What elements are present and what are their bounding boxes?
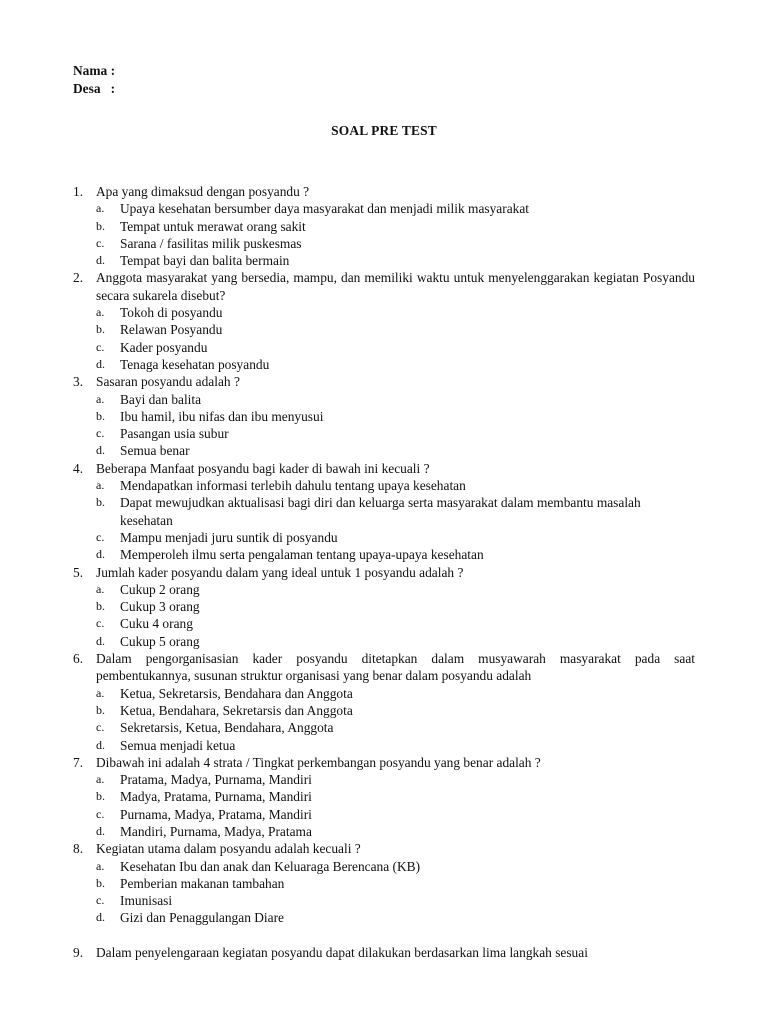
option-d <box>96 633 695 650</box>
question-1 <box>73 183 695 269</box>
desa-label: Desa : <box>73 80 116 96</box>
question-5 <box>73 564 695 650</box>
option-text: Relawan Posyandu <box>120 322 223 338</box>
option-b <box>96 494 695 529</box>
question-number: 3. <box>73 374 84 390</box>
question-text: Dalam penyelengaraan kegiatan posyandu dapat dilakukan berdasarkan lima langkah sesuai <box>96 944 588 960</box>
question-text: Sasaran posyandu adalah ? <box>96 374 240 390</box>
option-list <box>96 477 695 563</box>
option-letter: d. <box>96 443 105 458</box>
option-letter: d. <box>96 633 105 648</box>
option-text: Sekretarsis, Ketua, Bendahara, Anggota <box>120 720 334 736</box>
question-number: 2. <box>73 270 84 286</box>
option-c <box>96 425 695 442</box>
option-list <box>96 581 695 650</box>
option-text: Dapat mewujudkan aktualisasi bagi diri dan keluarga serta masyarakat dalam membantu masalah kesehatan <box>120 495 641 528</box>
option-letter: a. <box>96 391 105 406</box>
option-letter: a. <box>96 478 105 493</box>
option-letter: c. <box>96 720 105 735</box>
question-3 <box>73 373 695 459</box>
option-letter: d. <box>96 547 105 562</box>
option-text: Semua benar <box>120 443 190 459</box>
option-text: Bayi dan balita <box>120 391 202 407</box>
spacer <box>73 927 695 944</box>
option-a <box>96 685 695 702</box>
option-letter: b. <box>96 702 105 717</box>
option-letter: b. <box>96 322 105 337</box>
option-text: Ibu hamil, ibu nifas dan ibu menyusui <box>120 408 324 424</box>
option-letter: d. <box>96 356 105 371</box>
option-list <box>96 771 695 840</box>
question-number: 1. <box>73 184 84 199</box>
option-text: Tenaga kesehatan posyandu <box>120 356 270 372</box>
identity-fields <box>73 62 115 97</box>
question-text: Anggota masyarakat yang bersedia, mampu, dan memiliki waktu untuk menyelenggarakan kegiatan Posyandu secara sukarela disebut? <box>96 270 695 303</box>
question-number: 7. <box>73 754 84 770</box>
page-title: SOAL PRE TEST <box>331 123 437 138</box>
question-number: 6. <box>73 651 84 667</box>
option-letter: c. <box>96 529 105 544</box>
option-c <box>96 529 695 546</box>
option-text: Cukup 2 orang <box>120 581 200 597</box>
option-letter: b. <box>96 495 105 510</box>
option-text: Gizi dan Penaggulangan Diare <box>120 910 284 926</box>
question-number: 4. <box>73 460 84 476</box>
option-text: Cuku 4 orang <box>120 616 193 632</box>
question-number: 5. <box>73 564 84 580</box>
option-text: Mandiri, Purnama, Madya, Pratama <box>120 823 312 839</box>
option-a <box>96 391 695 408</box>
option-text: Mendapatkan informasi terlebih dahulu tentang upaya kesehatan <box>120 478 466 494</box>
option-b <box>96 321 695 338</box>
option-a <box>96 581 695 598</box>
option-b <box>96 598 695 615</box>
question-2 <box>73 269 695 373</box>
option-d <box>96 252 695 269</box>
option-text: Cukup 5 orang <box>120 633 200 649</box>
option-letter: a. <box>96 201 105 216</box>
option-text: Ketua, Bendahara, Sekretarsis dan Anggota <box>120 702 353 718</box>
option-c <box>96 892 695 909</box>
option-letter: d. <box>96 910 105 925</box>
option-letter: c. <box>96 616 105 631</box>
option-b <box>96 408 695 425</box>
option-text: Pemberian makanan tambahan <box>120 875 285 891</box>
option-b <box>96 218 695 235</box>
option-letter: d. <box>96 253 105 268</box>
option-text: Tokoh di posyandu <box>120 305 223 321</box>
option-list <box>96 200 695 269</box>
option-list <box>96 685 695 754</box>
option-c <box>96 235 695 252</box>
option-letter: d. <box>96 823 105 838</box>
option-letter: a. <box>96 858 105 873</box>
question-list <box>73 183 695 961</box>
option-text: Semua menjadi ketua <box>120 737 236 753</box>
question-number: 8. <box>73 841 84 857</box>
option-text: Tempat untuk merawat orang sakit <box>120 218 306 234</box>
option-letter: b. <box>96 599 105 614</box>
option-d <box>96 442 695 459</box>
question-9 <box>73 944 695 961</box>
option-a <box>96 771 695 788</box>
option-b <box>96 788 695 805</box>
option-letter: c. <box>96 806 105 821</box>
option-letter: c. <box>96 339 105 354</box>
option-b <box>96 702 695 719</box>
option-c <box>96 615 695 632</box>
option-list <box>96 304 695 373</box>
option-text: Purnama, Madya, Pratama, Mandiri <box>120 806 312 822</box>
option-d <box>96 546 695 563</box>
nama-label: Nama : <box>73 63 116 78</box>
question-text: Beberapa Manfaat posyandu bagi kader di bawah ini kecuali ? <box>96 460 430 476</box>
option-text: Cukup 3 orang <box>120 599 200 615</box>
option-d <box>96 823 695 840</box>
option-d <box>96 737 695 754</box>
option-a <box>96 858 695 875</box>
option-letter: b. <box>96 789 105 804</box>
option-letter: a. <box>96 581 105 596</box>
question-text: Jumlah kader posyandu dalam yang ideal untuk 1 posyandu adalah ? <box>96 564 464 580</box>
option-letter: d. <box>96 737 105 752</box>
question-7 <box>73 754 695 840</box>
option-b <box>96 875 695 892</box>
option-text: Pratama, Madya, Purnama, Mandiri <box>120 772 312 788</box>
option-text: Mampu menjadi juru suntik di posyandu <box>120 529 338 545</box>
option-letter: c. <box>96 426 105 441</box>
option-text: Upaya kesehatan bersumber daya masyarakat dan menjadi milik masyarakat <box>120 201 529 217</box>
option-letter: c. <box>96 235 105 250</box>
option-text: Ketua, Sekretarsis, Bendahara dan Anggota <box>120 685 353 701</box>
option-d <box>96 356 695 373</box>
option-letter: c. <box>96 893 105 908</box>
option-letter: b. <box>96 875 105 890</box>
question-6 <box>73 650 695 754</box>
question-text: Kegiatan utama dalam posyandu adalah kecuali ? <box>96 841 361 857</box>
option-c <box>96 339 695 356</box>
question-text: Dalam pengorganisasian kader posyandu ditetapkan dalam musyawarah masyarakat pada saat pembentukannya, susunan struktur organisasi yang benar dalam posyandu adalah <box>96 651 695 684</box>
question-8 <box>73 840 695 926</box>
question-text: Apa yang dimaksud dengan posyandu ? <box>96 184 310 199</box>
option-text: Kader posyandu <box>120 339 208 355</box>
option-text: Imunisasi <box>120 893 173 909</box>
option-a <box>96 477 695 494</box>
option-d <box>96 909 695 926</box>
question-number: 9. <box>73 944 84 960</box>
question-text: Dibawah ini adalah 4 strata / Tingkat perkembangan posyandu yang benar adalah ? <box>96 754 541 770</box>
option-a <box>96 304 695 321</box>
option-letter: a. <box>96 685 105 700</box>
option-text: Tempat bayi dan balita bermain <box>120 253 290 269</box>
option-a <box>96 200 695 217</box>
option-text: Madya, Pratama, Purnama, Mandiri <box>120 789 312 805</box>
option-c <box>96 719 695 736</box>
option-letter: b. <box>96 218 105 233</box>
option-text: Pasangan usia subur <box>120 426 229 442</box>
option-letter: a. <box>96 305 105 320</box>
question-4 <box>73 460 695 564</box>
option-list <box>96 391 695 460</box>
option-text: Sarana / fasilitas milik puskesmas <box>120 235 302 251</box>
option-letter: b. <box>96 408 105 423</box>
option-c <box>96 806 695 823</box>
option-text: Memperoleh ilmu serta pengalaman tentang upaya-upaya kesehatan <box>120 547 484 563</box>
option-list <box>96 858 695 927</box>
option-text: Kesehatan Ibu dan anak dan Keluaraga Berencana (KB) <box>120 858 421 874</box>
option-letter: a. <box>96 772 105 787</box>
